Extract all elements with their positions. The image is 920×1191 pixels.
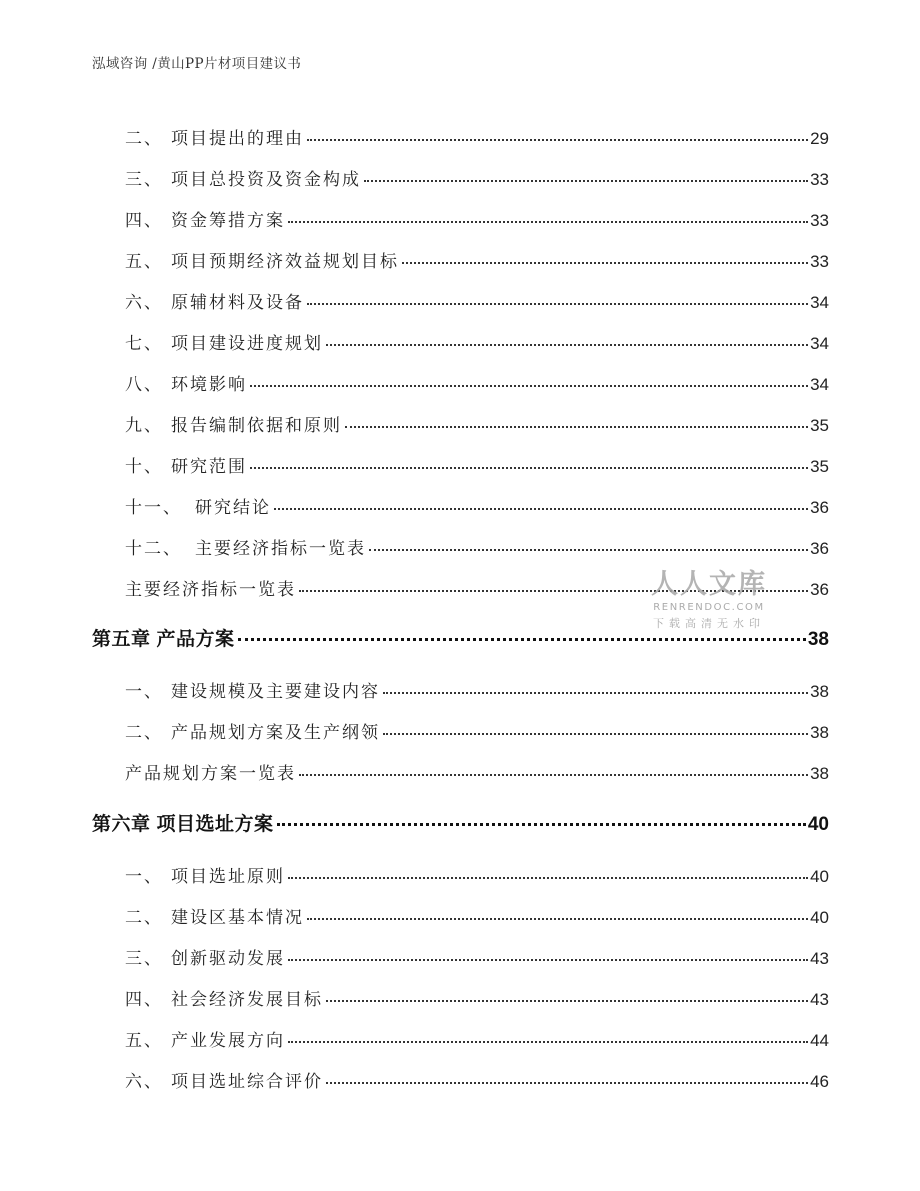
toc-entry[interactable] [125, 1026, 829, 1051]
toc-entry[interactable] [125, 165, 829, 190]
toc-entry-title: 产品规划方案及生产纲领 [171, 723, 380, 743]
toc-entry[interactable] [125, 944, 829, 969]
page-header: 泓域咨询 /黄山PP片材项目建议书 [92, 56, 302, 72]
toc-entry-page: 34 [810, 334, 829, 353]
toc-entry-page: 33 [810, 211, 829, 230]
toc-entry-page: 43 [810, 949, 829, 968]
toc-entry-title: 研究范围 [171, 457, 247, 477]
toc-entry-title: 建设规模及主要建设内容 [171, 682, 380, 702]
toc-entry-number: 四、 [125, 990, 163, 1010]
toc-entry-page: 38 [810, 682, 829, 701]
toc-entry-page: 40 [810, 867, 829, 886]
toc-entry[interactable] [125, 1067, 829, 1092]
toc-entry-number: 十、 [125, 457, 163, 477]
toc-entry-title: 项目选址综合评价 [171, 1072, 323, 1092]
toc-entry-title: 项目提出的理由 [171, 129, 304, 149]
dot-leader [288, 221, 808, 223]
toc-entry-number: 三、 [125, 170, 163, 190]
toc-entry-title: 原辅材料及设备 [171, 293, 304, 313]
dot-leader [288, 877, 808, 879]
toc-entry[interactable] [125, 759, 829, 784]
dot-leader [364, 180, 808, 182]
toc-chapter-page: 38 [807, 629, 829, 650]
toc-entry-number: 九、 [125, 416, 163, 436]
dot-leader [383, 692, 808, 694]
toc-entry-page: 46 [810, 1072, 829, 1091]
toc-entry-title: 社会经济发展目标 [171, 990, 323, 1010]
toc-entry-title: 项目选址原则 [171, 867, 285, 887]
toc-entry-page: 33 [810, 170, 829, 189]
toc-entry[interactable] [125, 677, 829, 702]
dot-leader [326, 1000, 808, 1002]
toc-entry-title: 主要经济指标一览表 [195, 539, 366, 559]
toc-entry-page: 38 [810, 723, 829, 742]
toc-entry[interactable] [125, 370, 829, 395]
toc-entry[interactable] [125, 862, 829, 887]
toc-entry-title: 主要经济指标一览表 [125, 580, 296, 600]
toc-entry-page: 29 [810, 129, 829, 148]
toc-entry-title: 产品规划方案一览表 [125, 764, 296, 784]
toc-entry-page: 36 [810, 539, 829, 558]
dot-leader [299, 774, 808, 776]
toc-entry[interactable] [125, 411, 829, 436]
toc-entry-page: 36 [810, 498, 829, 517]
dot-leader [307, 918, 808, 920]
toc-entry[interactable] [125, 247, 829, 272]
toc-entry[interactable] [125, 493, 829, 518]
dot-leader [326, 1082, 808, 1084]
toc-entry-page: 35 [810, 457, 829, 476]
dot-leader [274, 508, 808, 510]
toc-entry-page: 36 [810, 580, 829, 599]
toc-entry[interactable] [125, 903, 829, 928]
dot-leader [369, 549, 808, 551]
toc-entry-number: 五、 [125, 252, 163, 272]
toc-entry-number: 五、 [125, 1031, 163, 1051]
toc-entry[interactable] [125, 452, 829, 477]
toc-entry[interactable] [125, 329, 829, 354]
toc-entry-title: 报告编制依据和原则 [171, 416, 342, 436]
watermark-subtitle: 下载高清无水印 [653, 617, 765, 630]
toc-entry-page: 34 [810, 375, 829, 394]
watermark-url: RENRENDOC.COM [653, 602, 765, 613]
toc-entry-number: 八、 [125, 375, 163, 395]
toc-entry[interactable] [125, 534, 829, 559]
toc-entry-page: 40 [810, 908, 829, 927]
dot-leader [307, 303, 808, 305]
dot-leader [250, 385, 808, 387]
toc-entry-title: 资金筹措方案 [171, 211, 285, 231]
toc-entry-title: 环境影响 [171, 375, 247, 395]
toc-entry-number: 一、 [125, 682, 163, 702]
toc-entry-number: 六、 [125, 1072, 163, 1092]
toc-entry-number: 七、 [125, 334, 163, 354]
watermark-title: 人人文库 [651, 569, 767, 600]
toc-entry[interactable] [125, 288, 829, 313]
toc-entry-number: 三、 [125, 949, 163, 969]
dot-leader [288, 959, 808, 961]
toc-entry-page: 43 [810, 990, 829, 1009]
toc-entry[interactable] [125, 718, 829, 743]
toc-entry-number: 二、 [125, 129, 163, 149]
watermark [644, 562, 774, 631]
dot-leader [277, 823, 806, 826]
toc-chapter-number: 第六章 [92, 813, 151, 835]
toc-entry-title: 创新驱动发展 [171, 949, 285, 969]
toc-entry-number: 十二、 [125, 539, 182, 559]
toc-entry[interactable] [125, 124, 829, 149]
dot-leader [288, 1041, 808, 1043]
toc-chapter[interactable] [92, 809, 829, 836]
toc-entry-number: 四、 [125, 211, 163, 231]
toc-entry-page: 33 [810, 252, 829, 271]
toc-entry[interactable] [125, 985, 829, 1010]
dot-leader [307, 139, 808, 141]
toc-entry-title: 项目预期经济效益规划目标 [171, 252, 399, 272]
toc-entry-page: 34 [810, 293, 829, 312]
toc-entry-title: 项目建设进度规划 [171, 334, 323, 354]
toc-chapter-title: 项目选址方案 [156, 813, 274, 835]
toc-entry-page: 35 [810, 416, 829, 435]
toc-entry-page: 44 [810, 1031, 829, 1050]
toc-entry-title: 建设区基本情况 [171, 908, 304, 928]
dot-leader [250, 467, 808, 469]
toc-entry-number: 十一、 [125, 498, 182, 518]
toc-entry-page: 38 [810, 764, 829, 783]
dot-leader [383, 733, 808, 735]
toc-chapter-number: 第五章 [92, 628, 151, 650]
dot-leader [345, 426, 808, 428]
toc-entry[interactable] [125, 206, 829, 231]
toc-entry-number: 二、 [125, 723, 163, 743]
dot-leader [402, 262, 808, 264]
toc-entry-number: 六、 [125, 293, 163, 313]
dot-leader [326, 344, 808, 346]
toc-entry-title: 研究结论 [195, 498, 271, 518]
toc-chapter-title: 产品方案 [156, 628, 235, 650]
toc-chapter-page: 40 [807, 814, 829, 835]
toc-entry-number: 一、 [125, 867, 163, 887]
dot-leader [238, 638, 806, 641]
toc-entry-title: 项目总投资及资金构成 [171, 170, 361, 190]
toc-entry-number: 二、 [125, 908, 163, 928]
toc-entry-title: 产业发展方向 [171, 1031, 285, 1051]
